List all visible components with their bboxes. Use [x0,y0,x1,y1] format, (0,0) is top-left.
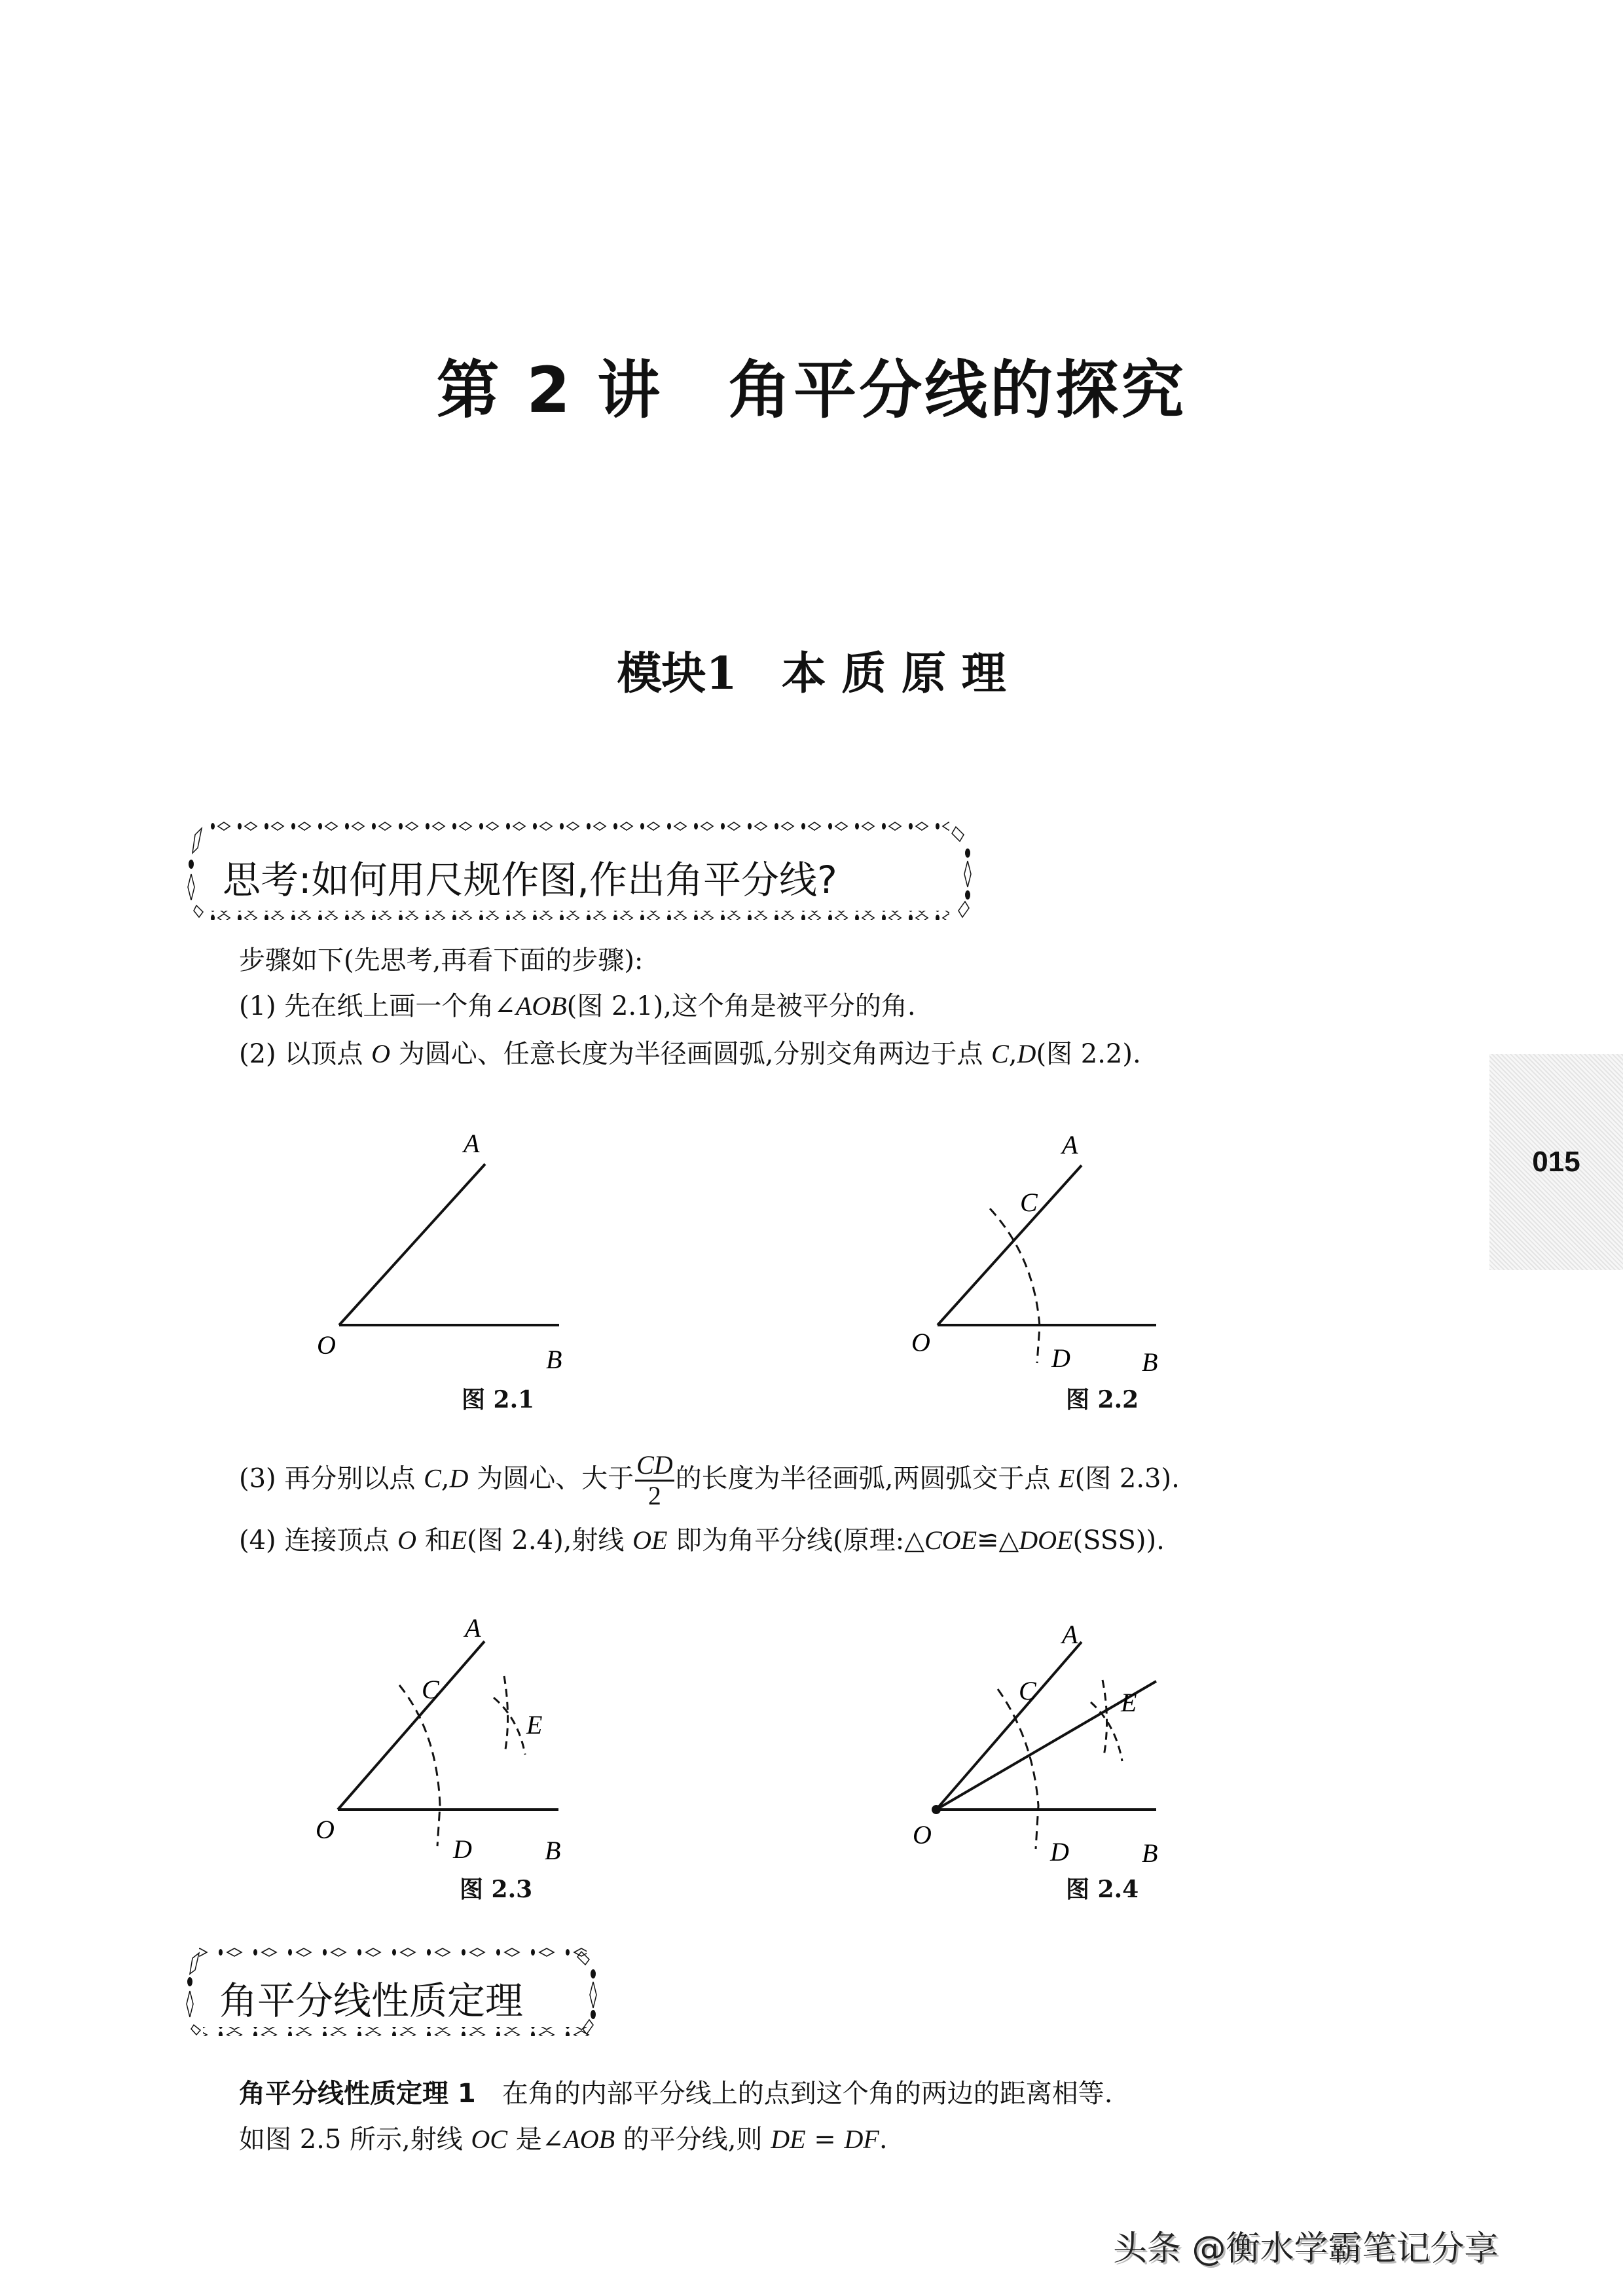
step-3-mid: 为圆心、大于 [468,1463,634,1494]
ray-oa [339,1164,485,1325]
step-3 [239,1452,1180,1509]
step-4-ray-oe: OE [632,1525,668,1555]
figure-2-4 [877,1584,1336,1903]
step-2-sep: , [1008,1039,1017,1069]
label-a: A [1062,1620,1078,1649]
steps-intro: 步骤如下(先思考,再看下面的步骤): [239,945,644,975]
arc-cd [399,1685,440,1846]
page-number: 015 [1532,1146,1580,1178]
label-e: E [1121,1688,1137,1717]
label-c: C [1020,1188,1038,1217]
fraction-denominator: 2 [647,1481,661,1510]
fraction-numerator: CD [635,1452,674,1482]
figure-2-3 [288,1584,746,1903]
figure-caption: 图 2.3 [460,1876,533,1903]
triangle-symbol: △ [998,1525,1019,1556]
step-4-post: (SSS)). [1072,1525,1165,1556]
step-3-point-c: C [424,1463,441,1493]
watermark: 头条 @衡水学霸笔记分享 [1113,2229,1499,2269]
ray-oc: OC [471,2124,508,2154]
ray-oa [338,1641,484,1810]
step-1-angle: AOB [515,991,567,1021]
segment-df: DF [844,2124,879,2154]
figure-2-1 [288,1106,746,1421]
ray-oa [938,1165,1082,1325]
figure-caption: 图 2.4 [1066,1876,1139,1903]
arc-cd [990,1209,1040,1363]
chapter-title: 第 2 讲 角平分线的探究 [436,354,1187,427]
step-1 [239,993,916,1019]
step-4-mid2: (图 2.4),射线 [467,1525,633,1556]
label-d: D [1050,1837,1069,1867]
module-title: 模块1 本 质 原 理 [617,647,1006,700]
label-b: B [1142,1347,1158,1377]
step-2-post: (图 2.2). [1036,1039,1141,1069]
label-o: O [316,1815,335,1844]
label-b: B [546,1345,562,1374]
step-4-mid3: 即为角平分线(原理:△ [667,1525,924,1556]
think-box-title: 思考:如何用尺规作图,作出角平分线? [223,858,837,902]
arc-from-d [494,1698,525,1755]
label-c: C [422,1675,439,1704]
vertex-o-dot [932,1805,941,1814]
step-2-mid: 为圆心、任意长度为半径画圆弧,分别交角两边于点 [390,1039,992,1069]
arc-from-c [1103,1680,1107,1756]
ray-oa [936,1642,1082,1810]
label-b: B [1142,1838,1158,1868]
label-o: O [911,1328,930,1357]
figure-caption: 图 2.2 [1066,1386,1139,1413]
example-pre: 如图 2.5 所示,射线 [239,2124,471,2155]
figure-2-2 [877,1106,1336,1421]
segment-de: DE [771,2124,806,2154]
theorem-1 [239,2081,1112,2107]
step-2-point-o: O [371,1039,390,1068]
step-4-tri-doe: DOE [1019,1525,1073,1555]
step-3-sep: , [441,1463,450,1494]
step-4-pre: (4) 连接顶点 [239,1525,398,1556]
example-post: . [879,2124,888,2155]
label-a: A [465,1613,481,1643]
label-a: A [464,1129,480,1158]
figure-caption: 图 2.1 [462,1386,535,1413]
theorem-1-text: 在角的内部平分线上的点到这个角的两边的距离相等. [501,2079,1113,2109]
theorem-1-label: 角平分线性质定理 1 [239,2079,476,2109]
page-number-tab [1489,1054,1623,1270]
step-2-point-c: C [991,1039,1009,1068]
step-1-pre: (1) 先在纸上画一个角∠ [239,991,516,1021]
theorem-1-example [239,2126,888,2153]
step-3-mid2: 的长度为半径画弧,两圆弧交于点 [675,1463,1059,1494]
step-3-post: (图 2.3). [1074,1463,1180,1494]
step-4 [239,1527,1165,1554]
theorem-box-title: 角平分线性质定理 [219,1978,524,2023]
step-2-point-d: D [1017,1039,1036,1068]
step-3-pre: (3) 再分别以点 [239,1463,424,1494]
step-4-tri-coe: COE [924,1525,977,1555]
fraction-cd-over-2 [635,1452,674,1509]
label-e: E [526,1710,543,1740]
step-3-point-d: D [449,1463,469,1493]
step-4-mid: 和 [416,1525,451,1556]
label-d: D [1051,1343,1070,1373]
equals-sign: = [805,2124,845,2155]
step-4-point-o: O [397,1525,416,1555]
label-o: O [913,1820,932,1850]
step-3-point-e: E [1059,1463,1075,1493]
example-mid: 是∠ [507,2124,564,2155]
step-2 [239,1041,1141,1067]
label-o: O [317,1330,336,1360]
example-mid2: 的平分线,则 [615,2124,771,2155]
label-d: D [453,1834,472,1864]
label-c: C [1019,1676,1036,1705]
label-a: A [1062,1130,1078,1159]
label-b: B [545,1836,561,1865]
angle-aob: AOB [564,2124,615,2154]
congruent-symbol: ≌ [977,1525,999,1556]
theorem-box [183,1948,602,2036]
step-4-point-e: E [450,1525,467,1555]
step-2-pre: (2) 以顶点 [239,1039,372,1069]
step-1-post: (图 2.1),这个角是被平分的角. [566,991,916,1021]
think-box [183,822,976,920]
